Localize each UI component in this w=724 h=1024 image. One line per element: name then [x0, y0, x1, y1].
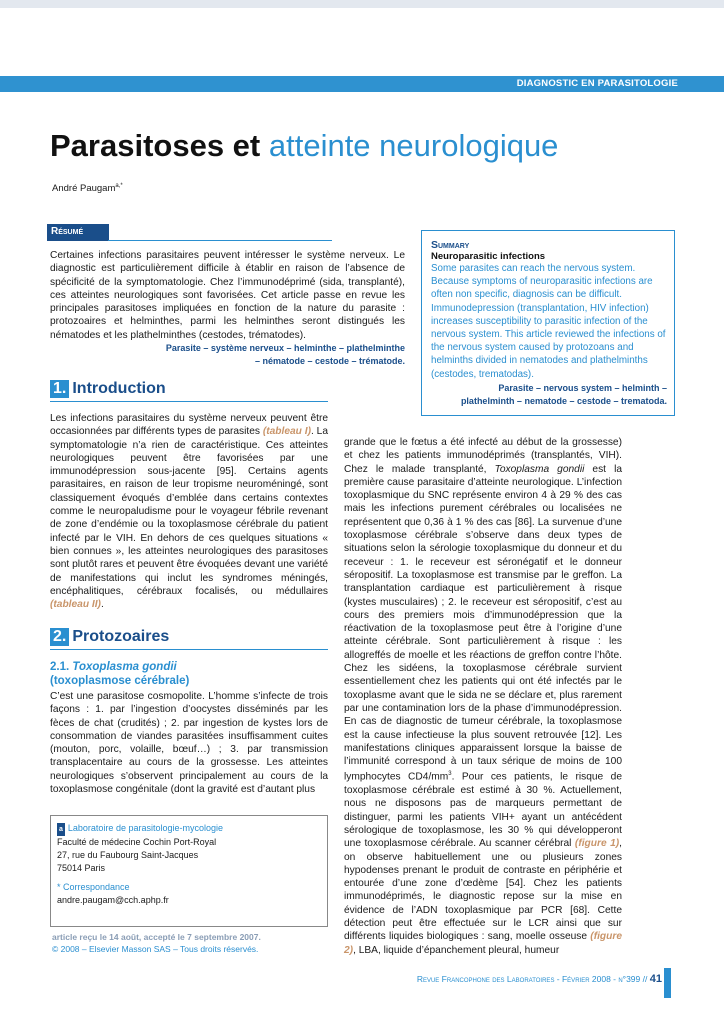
figure-1-ref[interactable]: (figure 1)	[574, 838, 620, 850]
summary-text: Some parasites can reach the nervous system. Because symptoms of neuroparasitic infections are often non specific, diagnosis can be difficult. Immunodepression (transplantation, HIV infection) increases susceptibility to parasitic infection of the nervous system. This article reviewed the infections of the nervous system caused by protozoans and helminths divided in nematodes and plathelminths (cestodes, trematodas).	[431, 263, 666, 380]
summary-keywords: Parasite – nervous system – helminth – plathelminth – nematode – cestode – trematoda.	[460, 382, 667, 406]
summary-subtitle: Neuroparasitic infections	[431, 251, 546, 262]
footer: Revue Francophone des Laboratoires - Février 2008 - n°399 // 41	[416, 973, 662, 985]
affiliation-email[interactable]: andre.paugam@cch.aphp.fr	[57, 895, 169, 905]
resume-text: Certaines infections parasitaires peuvent intéresser le système nerveux. Le diagnostic est particulièrement difficile à établir en raison de l’absence de spécificité de la symptomatologie. Chez l’immunodéprimé (sida, transplanté), ces atteintes neurologiques sont favorisées. Cet article passe en revue les principales parasitoses impliquées en fonction de la nature du parasite : protozoaires et helminthes, parmi les helminthes seront distingués les nématodes et les plathelminthes (cestodes, trématodes).	[50, 250, 405, 341]
affiliation-badge: a	[57, 823, 65, 836]
table-1-ref[interactable]: (tableau I)	[262, 426, 311, 438]
table-2-ref[interactable]: (tableau II)	[50, 599, 101, 611]
rubric-label: DIAGNOSTIC EN PARASITOLOGIE	[516, 78, 678, 89]
summary-heading: Summary	[431, 239, 470, 251]
resume-keywords: Parasite – système nerveux – helminthe – plathelminthe – nématode – cestode – trématode.	[165, 343, 405, 366]
subsection-2-1-heading: 2.1. Toxoplasma gondii (toxoplasmose cérébrale)	[50, 661, 190, 687]
rubric-bar	[0, 76, 724, 92]
figure-2-ref[interactable]: (figure 2)	[344, 931, 622, 956]
section-2-heading: 2. Protozoaires	[50, 628, 169, 646]
section-2-rule	[50, 649, 328, 650]
summary-box	[421, 230, 675, 416]
article-dates: article reçu le 14 août, accepté le 7 septembre 2007. © 2008 – Elsevier Masson SAS – Tous droits réservés.	[52, 932, 261, 954]
intro-paragraph: Les infections parasitaires du système nerveux peuvent être occasionnées par différents types de parasites (tableau I). La symptomatologie n’a rien de caractéristique. Ces atteintes neurologiques peuvent être favorisées par une immunodépression sous-jacente [95]. Certains agents parasitaires, en raison de leur tropisme neuroméningé, sont classiquement évoqués d’emblée dans certains contextes comme le neuropaludisme pour le voyageur fébrile revenant de zone d’endémie ou la toxoplasmose cérébrale du patient infecté par le VIH. En dehors de ces quelques situations « bien connues », les atteintes neurologiques des parasitoses sont plutôt rares et peuvent être évoquées devant une variété de manifestations qui inclut les syndromes méningés, encéphalitiques, cérébraux focalisés, ou médullaires (tableau II).	[50, 413, 328, 611]
author: André Paugam$^{a,*}$	[52, 183, 123, 195]
page-number: 41	[649, 973, 662, 985]
footer-marker	[664, 968, 671, 998]
article-title: Parasitoses et atteinte neurologique	[50, 128, 559, 163]
section-1-rule	[50, 401, 328, 402]
top-strip	[0, 0, 724, 8]
section-1-heading: 1. Introduction	[50, 380, 166, 398]
col1-paragraph: C’est une parasitose cosmopolite. L’homme s’infecte de trois façons : 1. par l’ingestion d’oocystes disséminés par les fèces de chat (crudités) ; 2. par ingestion de kystes lors de consommation de viandes parasitées insuffisamment cuites (mouton, porc, volaille, bœuf…) ; 3. par transmission transplacentaire au cours de la grossesse. Les atteintes neurologiques s’observent principalement au cours de la toxoplasmose congénitale (dont la gravité est d’autant plus	[50, 691, 328, 796]
affiliation-box: a Laboratoire de parasitologie-mycologie Faculté de médecine Cochin Port-Royal 27, rue du Faubourg Saint-Jacques 75014 Paris * Correspondance andre.paugam@cch.aphp.fr	[50, 815, 328, 927]
resume-rule	[108, 240, 332, 241]
col2-paragraph: grande que le fœtus a été infecté au début de la grossesse) et chez les patients immunodéprimés (transplantés, VIH). Chez le malade transplanté, Toxoplasma gondii est la première cause parasitaire d’atteinte neurologique. L’infection toxoplasmique du SNC représente environ 4 à 29 % des cas mais les infections purement cérébrales ou localisées ne représentent que 0,36 à 1 % des cas [86]. La survenue d’une toxoplasmose cérébrale s’observe dans deux types de situations selon la sérologie toxoplasmique du donneur et du receveur : 1. le receveur est séronégatif et le donneur séropositif. La toxoplasmose est transmise par le greffon. La transplantation cardiaque est particulièrement à risque (kystes musculaires) ; 2. le receveur est séropositif, c’est au cours des premiers mois d’immunodépression que la réactivation de la toxoplasmose peut être à l’origine d’une atteinte cérébrale. Sont particulièrement à risque : les allogreffés de moelle et les réactions de greffon contre l’hôte. Chez les sidéens, la toxoplasmose cérébrale survient essentiellement chez les patients qui ont été infectés par le toxoplasme avant que le sida ne se déclare et, plus rarement par une contamination lors de la phase d’immunodépression. En cas de diagnostic de tumeur cérébrale, la toxoplasmose est la cause infectieuse la plus souvent retrouvée [12]. Les manifestations cliniques apparaissent lorsque la baisse de l’immunité correspond à un taux sérique de moins de 100 lymphocytes $CD4/mm^3$. Pour ces patients, le risque de toxoplasmose cérébrale est estimé à 30 %. Actuellement, nous ne disposons pas de marqueurs permettant de distinguer, parmi les patients VIH+ ayant un antécédent sérologique de toxoplasmose, les 30 % qui développeront une toxoplasmose cérébrale. Au scanner cérébral (figure 1), on observe habituellement une ou plusieurs zones hypodenses prenant le produit de contraste en périphérie et entourée d’une zone d’œdème [54]. Chez les patients immunodéprimés, le diagnostic repose sur la mise en évidence de l’ADN toxoplasmique par PCR [68]. Cette détection peut être effectuée sur le LCR ainsi que sur différents liquides biologiques : sang, moelle osseuse (figure 2), LBA, liquide d’épanchement pleural, humeur	[344, 437, 622, 956]
resume-heading: Résumé	[47, 224, 109, 241]
